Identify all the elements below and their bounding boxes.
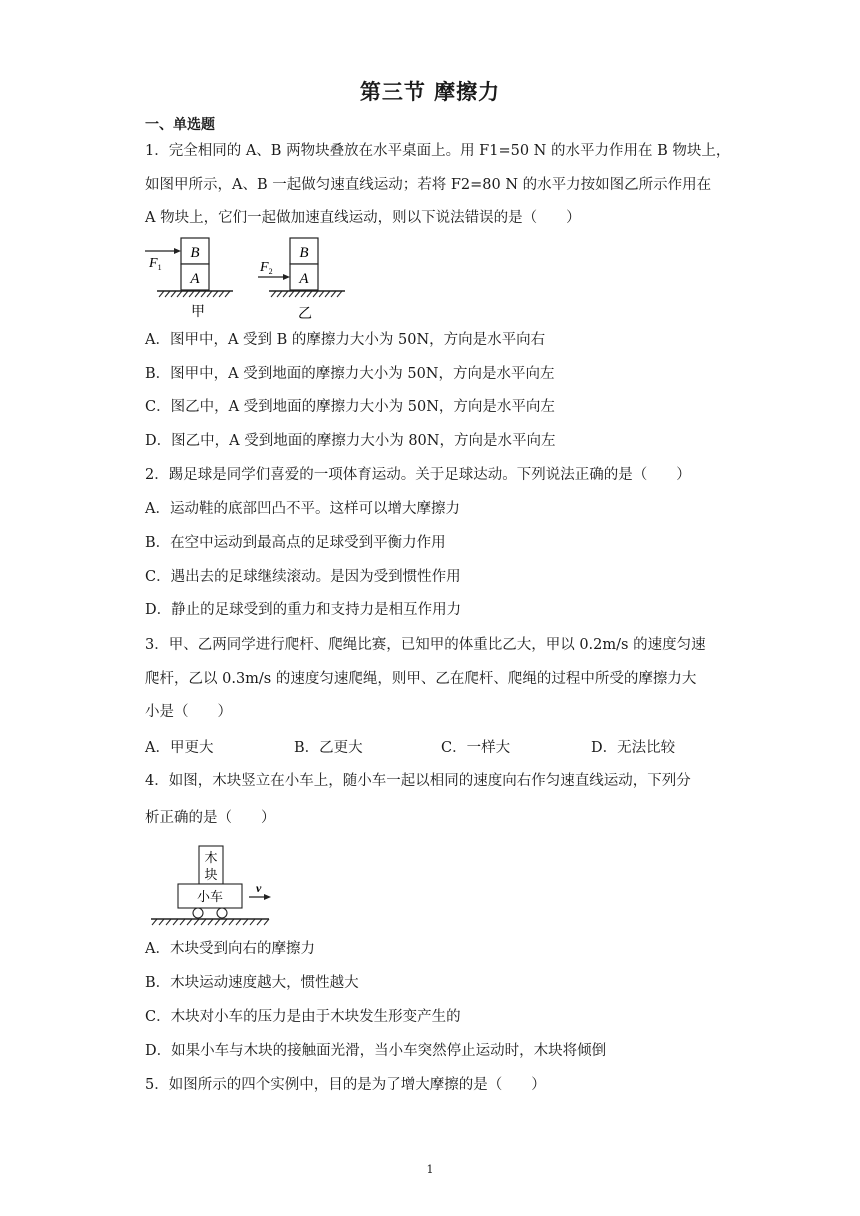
force-f1: F <box>149 256 158 271</box>
q1-option-b: B．图甲中，A 受到地面的摩擦力大小为 50N，方向是水平向左 <box>145 366 555 382</box>
force-label-yi <box>259 260 273 276</box>
force-f2-sub: 2 <box>268 267 273 276</box>
caption-yi: 乙 <box>298 307 312 322</box>
q1-stem-line-1 <box>145 141 730 161</box>
ground-hatch-jia <box>159 291 230 297</box>
cart-label: 小车 <box>196 889 224 904</box>
force-f2: F <box>260 260 269 275</box>
ground-hatch-yi <box>271 291 342 297</box>
force-label-jia <box>148 256 162 272</box>
q4-stem-line-1: 4．如图，木块竖立在小车上，随小车一起以相同的速度向右作匀速直线运动，下列分 <box>145 773 691 789</box>
figure-yi <box>258 238 345 322</box>
q1-stem-line-3: A 物块上，它们一起做加速直线运动，则以下说法错误的是（ ） <box>145 210 581 226</box>
q1-stem-line-2: 如图甲所示，A、B 一起做匀速直线运动；若将 F2=80 N 的水平力按如图乙所示作用在 <box>145 177 712 193</box>
q4-option-d: D．如果小车与木块的接触面光滑，当小车突然停止运动时，木块将倾倒 <box>145 1043 607 1059</box>
q2-stem: 2．踢足球是同学们喜爱的一项体育运动。关于足球达动。下列说法正确的是（ ） <box>145 467 691 483</box>
arrowhead-yi <box>283 274 290 280</box>
label-a-yi: A <box>299 271 309 287</box>
q3-options-row <box>145 736 745 756</box>
q3-stem-line-1: 3．甲、乙两同学进行爬杆、爬绳比赛，已知甲的体重比乙大，甲以 0.2m/s 的速度匀速 <box>145 637 706 653</box>
cart-wheel-left <box>193 908 203 918</box>
q4-stem-line-2: 析正确的是（ ） <box>145 810 276 826</box>
q4-figure <box>145 842 275 928</box>
arrowhead-jia <box>174 248 181 254</box>
q4-option-a: A．木块受到向右的摩擦力 <box>145 941 315 957</box>
q4-option-c: C．木块对小车的压力是由于木块发生形变产生的 <box>145 1009 461 1025</box>
q2-option-c: C．遇出去的足球继续滚动。是因为受到惯性作用 <box>145 569 461 585</box>
velocity-label: v <box>256 881 262 895</box>
q1-line1-text: 1．完全相同的 A、B 两物块叠放在水平桌面上。用 F1=50 N 的水平力作用在 B 物块上， <box>145 143 731 159</box>
wood-block-label-2: 块 <box>204 867 218 882</box>
q2-option-d: D．静止的足球受到的重力和支持力是相互作用力 <box>145 602 462 618</box>
q3-option-d: D．无法比较 <box>591 740 676 756</box>
page-title: 第三节 摩擦力 <box>359 80 501 104</box>
label-a-jia: A <box>190 271 200 287</box>
ground-hatch-q4 <box>152 919 269 925</box>
velocity-arrowhead <box>264 894 271 900</box>
wood-block-label-1: 木 <box>204 850 218 865</box>
caption-jia: 甲 <box>191 305 205 320</box>
q2-option-a: A．运动鞋的底部凹凸不平。这样可以增大摩擦力 <box>145 501 460 517</box>
q3-stem-line-3: 小是（ ） <box>145 704 232 720</box>
label-b-yi: B <box>299 245 309 261</box>
q2-option-b: B．在空中运动到最高点的足球受到平衡力作用 <box>145 535 446 551</box>
q3-option-c: C．一样大 <box>441 740 511 756</box>
force-f1-sub: 1 <box>157 263 162 272</box>
q1-figure <box>143 232 353 324</box>
q3-option-a: A．甲更大 <box>145 740 214 756</box>
cart-wheel-right <box>217 908 227 918</box>
section-heading: 一、单选题 <box>145 117 215 133</box>
q1-option-a: A．图甲中，A 受到 B 的摩擦力大小为 50N，方向是水平向右 <box>145 332 546 348</box>
q3-stem-line-2: 爬杆，乙以 0.3m/s 的速度匀速爬绳，则甲、乙在爬杆、爬绳的过程中所受的摩擦力大 <box>145 671 697 687</box>
q3-option-b: B．乙更大 <box>294 740 363 756</box>
page-number: 1 <box>426 1163 434 1176</box>
q1-option-c: C．图乙中，A 受到地面的摩擦力大小为 50N，方向是水平向左 <box>145 399 555 415</box>
q5-stem: 5．如图所示的四个实例中，目的是为了增大摩擦的是（ ） <box>145 1077 546 1093</box>
figure-jia <box>145 238 233 320</box>
q1-option-d: D．图乙中，A 受到地面的摩擦力大小为 80N，方向是水平向左 <box>145 433 556 449</box>
label-b-jia: B <box>190 245 200 261</box>
q4-option-b: B．木块运动速度越大，惯性越大 <box>145 975 359 991</box>
